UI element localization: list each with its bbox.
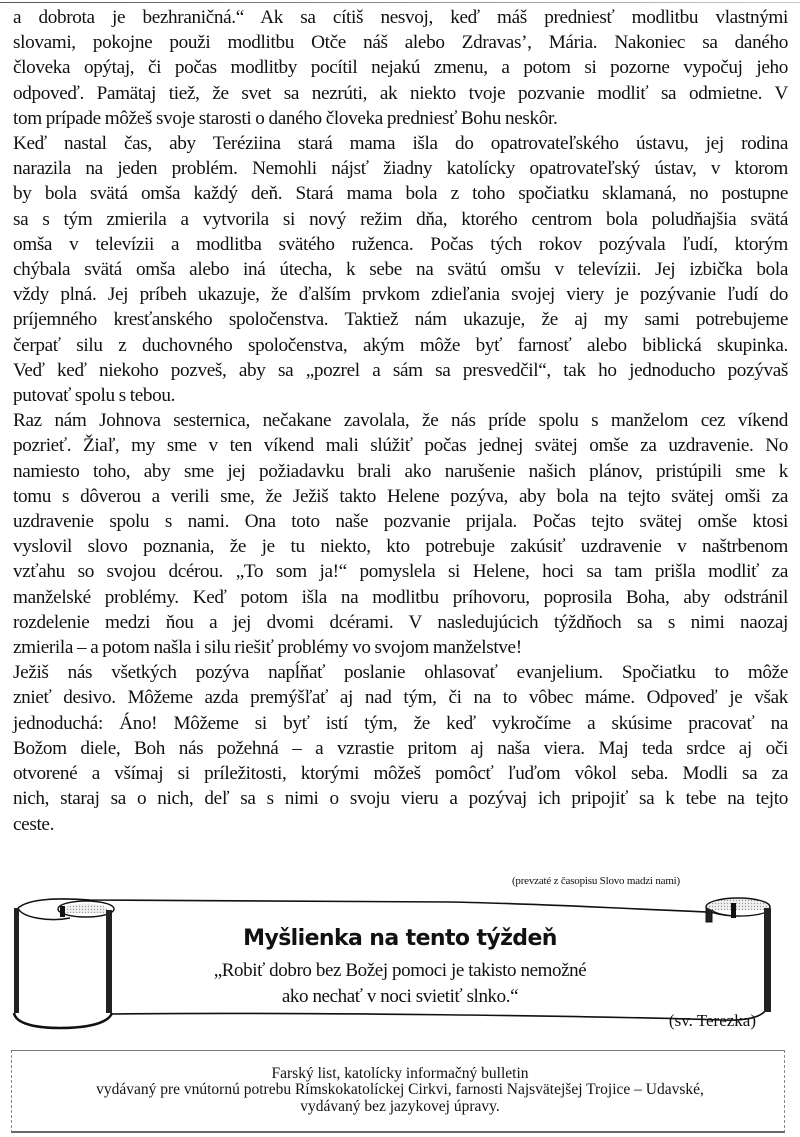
quote-line-2: ako nechať v noci svietiť slnko.“ [281,986,519,1007]
text-line: Veď keď niekoho pozveš, aby sa „pozrel a sám sa presvedčil“, tak ho jednoducho pozývaš [13,359,788,381]
text-line: odpoveď. Pamätaj tiež, že svet sa nezrúti, ak niekto tvoje pozvanie modliť sa odmietne. V [13,82,788,104]
quote-line-1: „Robiť dobro bez Božej pomoci je takisto nemožné [213,960,587,981]
text-line: človeka opýtaj, či počas modlitby pocítil nejakú zmenu, a potom si pozorne vypočuj jeho [13,57,788,79]
article-paragraph [13,660,788,836]
footer-line-2: vydávaný pre vnútornú potrebu Rímskokatolíckej Cirkvi, farnosti Najsvätejšej Trojice – Udavské, [96,1081,704,1098]
text-line: Božom diele, Boh nás požehná – a vzrastie pritom aj naša viera. Maj teda srdce aj oči [13,737,788,759]
text-line: nich, staraj sa o nich, deľ sa s nimi o svoju vieru a pozývaj ich pripojiť sa k tebe na tejto [13,788,788,810]
text-line: slovami, pokojne použi modlitbu Otče náš alebo Zdravas’, Mária. Nakoniec sa daného [13,32,788,54]
thought-title: Myšlienka na tento týždeň [243,926,557,951]
text-line: rozdelenie medzi ňou a jej dvomi dcérami. V nasledujúcich týždňoch sa s nimi naozaj [13,611,788,633]
text-line: čerpať silu z duchovného spoločenstva, akým môže byť farnosť alebo biblická skupinka. [13,334,788,356]
text-line: znieť desivo. Môžeme azda premýšľať aj nad tým, či na to vôbec máme. Odpoveď je však [13,687,788,709]
text-line: otvorené a všímaj si príležitosti, ktorými môžeš pomôcť ľuďom vôkol seba. Modli sa za [13,763,788,785]
text-line: putovať spolu s tebou. [13,385,176,407]
text-line: vyslovil slovo poznania, že je tu niekto, kto potrebuje zakúsiť uzdravenie v naštrbenom [13,536,788,558]
text-line: Raz nám Johnova sesternica, nečakane zavolala, že nás príde spolu s manželom cez víkend [13,410,788,432]
article-paragraph [13,131,788,408]
text-line: zmierila – a potom našla i silu riešiť problémy vo svojom manželstve! [13,637,522,659]
article-paragraph [13,5,788,131]
text-line: Ježiš nás všetkých pozýva napĺňať poslanie ohlasovať evanjelium. Spočiatku to môže [13,662,788,684]
text-line: jednoduchá: Áno! Môžeme si byť istí tým, že keď vykročíme a skúsime pracovať na [13,712,788,734]
text-line: omša v televízii a modlitba svätého ruženca. Počas tých rokov pozývala ľudí, ktorým [13,233,788,255]
text-line: namiesto toho, aby sme jej požiadavku brali ako narušenie našich plánov, pristúpili sme k [13,460,788,482]
article-body [13,5,788,837]
source-credit: (prevzaté z časopisu Slovo madzi nami) [511,875,680,887]
text-line: chýbala svätá omša alebo iná útecha, k sebe na svätú omšu v televízii. Jej izbička bola [13,259,788,281]
text-line: narazila na jeden problém. Nemohli nájsť žiadny katolícky opatrovateľský ústav, v ktorom [13,158,788,180]
text-line: a dobrota je bezhraničná.“ Ak sa cítiš nesvoj, keď máš predniesť modlitbu vlastnými [13,7,788,28]
footer-line-1: Farský list, katolícky informačný bulletin [271,1065,529,1082]
text-line: ceste. [13,813,55,835]
top-divider [0,2,800,3]
text-line: vždy plná. Jej príbeh ukazuje, že ďalším prvkom zdieľania svojej viery je pozývanie ľudí do [13,284,788,306]
text-line: príjemného kresťanského spoločenstva. Taktiež nám ukazuje, že aj my sami potrebujeme [13,309,788,331]
footer-line-3: vydávaný bez jazykovej úpravy. [300,1098,500,1115]
quote-author: (sv. Terezka) [668,1011,756,1030]
text-line: pozrieť. Žiaľ, my sme v ten víkend mali slúžiť počas jednej svätej omše za uzdravenie. No [13,435,788,457]
text-line: tom prípade môžeš svoje starosti o daného človeka predniesť Bohu neskôr. [13,107,558,129]
text-line: uzdravenie spolu s nami. Ona toto naše pozvanie prijala. Počas tejto svätej omše ktosi [13,511,788,533]
text-line: Keď nastal čas, aby Teréziina stará mama išla do opatrovateľského ústavu, jej rodina [13,133,788,155]
text-line: vzťahu so svojou dcérou. „To som ja!“ pomyslela si Helene, hoci sa tam prišla modliť za [13,561,788,583]
text-line: manželské problémy. Keď potom išla na modlitbu príhovoru, poprosila Boha, aby odstránil [13,586,788,608]
text-line: by bola svätá omša každý deň. Stará mama bola z toho spočiatku sklamaná, no postupne [13,183,788,205]
text-line: sa s tým zmierila a vytvorila si nový režim dňa, ktorého centrom bola poludňajšia svätá [13,208,788,230]
text-line: tomu s dôverou a verili sme, že Ježiš takto Helene pozýva, aby bola na tejto svätej omši za [13,485,788,507]
article-paragraph [13,408,788,660]
